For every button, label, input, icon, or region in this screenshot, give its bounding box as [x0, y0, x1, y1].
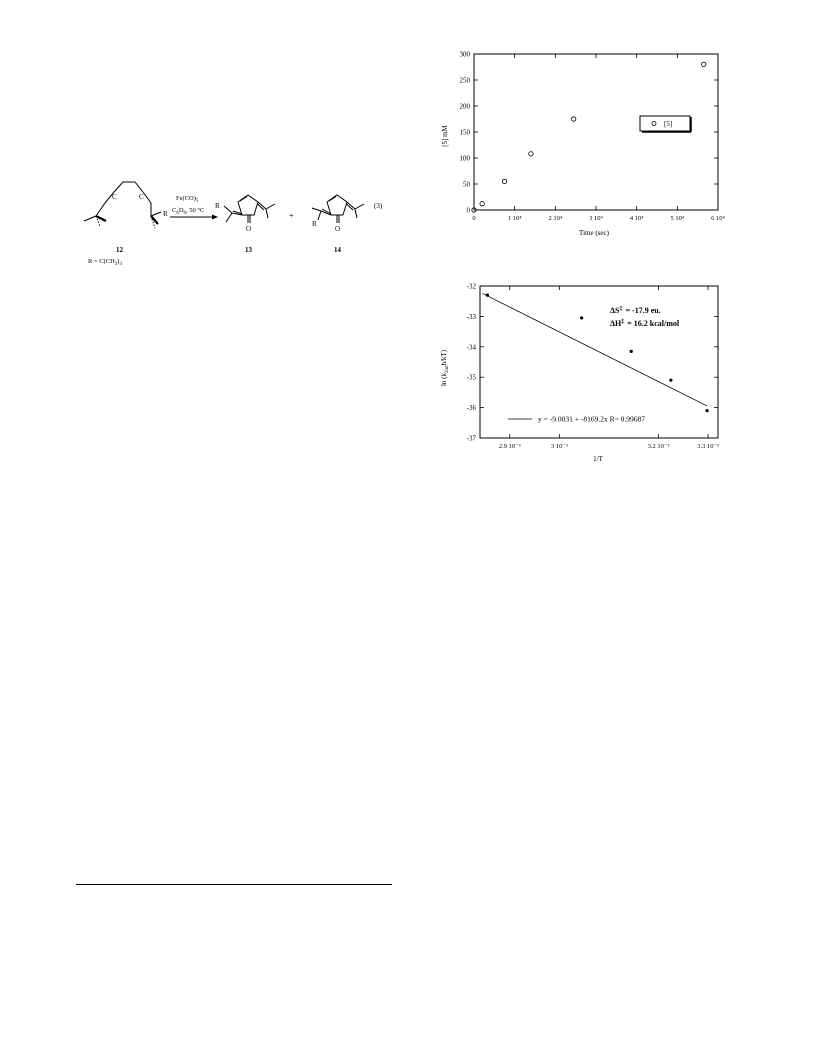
y-tick-label: -34 [466, 343, 476, 352]
y-tick-label: 0 [466, 206, 470, 215]
plus-sign: + [289, 211, 294, 220]
x-tick-label: 3.2 10⁻³ [647, 443, 670, 450]
fit-line [482, 293, 707, 405]
chart2-x-axis-label: 1/T [593, 455, 603, 463]
x-tick-label: 3 10⁻³ [550, 443, 568, 450]
chart2-y-axis-label: $\ln (k_{2nd}h/kT)$ [440, 349, 450, 387]
r-group-label-14: R [312, 220, 317, 228]
y-tick-label: 200 [459, 102, 470, 111]
compound-14-label: 14 [334, 246, 341, 254]
y-tick-label: -35 [466, 373, 476, 382]
x-tick-label: 5 10⁴ [670, 215, 685, 222]
allene-carbon-right: C [139, 193, 144, 201]
compound-13-label: 13 [245, 246, 252, 254]
y-tick-label: -33 [466, 312, 476, 321]
y-tick-label: 100 [459, 154, 470, 163]
chart1-y-axis-label: [5] mM [441, 125, 449, 147]
concentration-time-chart [428, 46, 728, 246]
data-point [702, 62, 706, 66]
y-tick-label: -36 [466, 404, 476, 413]
compound-13-structure [224, 195, 275, 223]
r-group-label-13: R [215, 202, 220, 210]
compound-12-label: 12 [116, 246, 123, 254]
y-tick-label: 150 [459, 128, 470, 137]
carbonyl-o-14: O [335, 225, 341, 233]
x-tick-label: 2.9 10⁻³ [498, 443, 521, 450]
data-point [669, 379, 672, 382]
y-tick-label: -37 [466, 434, 476, 443]
enthalpy-annotation: ΔH‡ = 16.2 kcal/mol [610, 319, 680, 328]
data-point [705, 409, 708, 412]
reagent-line-2: $C_6D_6$, 50 °C [172, 207, 205, 216]
r-group-label-12: R [163, 210, 168, 218]
data-point [480, 202, 484, 206]
reaction-scheme [76, 160, 406, 270]
x-tick-label: 1 10⁴ [507, 215, 522, 222]
data-point [486, 294, 489, 297]
legend-label: [5] [664, 120, 673, 128]
fit-legend-label: y = -9.0031 + -8169.2x R= 0.99687 [538, 414, 646, 424]
entropy-annotation: ΔS‡ = -17.9 eu. [610, 306, 661, 315]
reagent-line-1: $Fe(CO)_5$ [176, 195, 199, 204]
x-tick-label: 6 10⁴ [711, 215, 725, 222]
x-tick-label: 0 [472, 215, 476, 222]
data-point [630, 350, 633, 353]
equation-number: (3) [374, 202, 383, 210]
data-point [571, 117, 575, 121]
y-tick-label: -32 [466, 282, 476, 291]
compound-14-structure [312, 195, 364, 223]
y-tick-label: 50 [463, 180, 470, 189]
allene-carbon-left: C [112, 193, 117, 201]
data-point [529, 152, 533, 156]
footnote-rule [76, 884, 392, 885]
eyring-plot-chart [428, 278, 728, 468]
fit-legend [508, 415, 645, 424]
y-tick-label: 250 [459, 76, 470, 85]
r-definition: $R = C(CH_3)_3$ [88, 258, 122, 267]
chart1-x-axis-label: Time (sec) [579, 229, 609, 237]
x-tick-label: 2 10⁴ [548, 215, 563, 222]
chart1-legend [640, 116, 691, 132]
carbonyl-o-13: O [246, 225, 252, 233]
x-tick-label: 4 10⁴ [629, 215, 644, 222]
x-tick-label: 3 10⁴ [589, 215, 603, 222]
data-point [502, 179, 506, 183]
compound-12-structure [84, 182, 161, 228]
data-point [580, 316, 583, 319]
x-tick-label: 3.3 10⁻³ [697, 443, 719, 450]
y-tick-label: 300 [459, 50, 470, 59]
